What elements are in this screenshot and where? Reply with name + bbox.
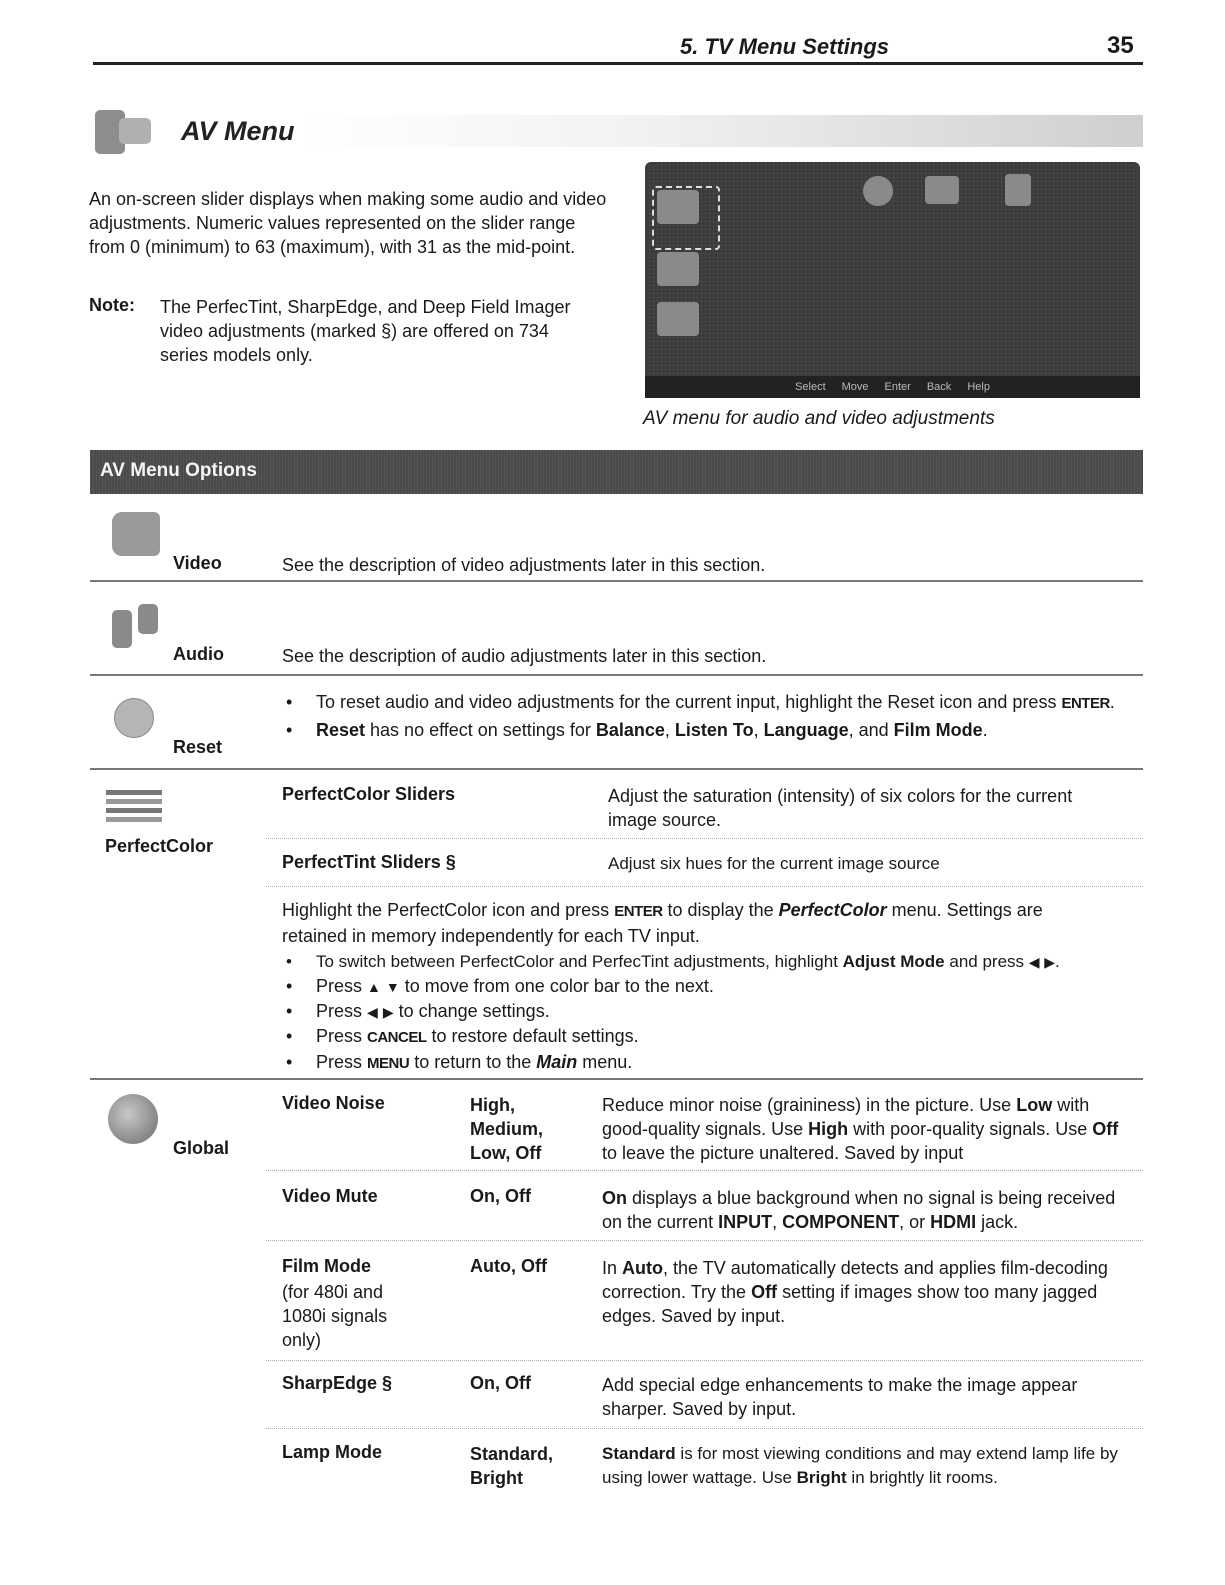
film-mode-options: Auto, Off	[470, 1256, 547, 1276]
lamp-mode-options: Standard, Bright	[470, 1444, 554, 1488]
select-hint: Select	[795, 381, 826, 393]
lamp-mode-desc: Standard is for most viewing conditions and may extend lamp life by using lower wattage. Use Bright in brightly lit rooms.	[602, 1444, 1118, 1487]
lamp-mode-name: Lamp Mode	[282, 1442, 383, 1462]
section-title: 5. TV Menu Settings	[680, 34, 890, 59]
video-noise-desc: Reduce minor noise (graininess) in the picture. Use Low with good-quality signals. Use High with poor-quality signals. Use Off to leave the picture unaltered. Saved by input	[602, 1095, 1119, 1163]
audio-desc: See the description of audio adjustments later in this section.	[282, 646, 767, 666]
audio-icon	[657, 252, 699, 286]
reset-label: Reset	[173, 737, 223, 757]
sharpedge-options: On, Off	[470, 1373, 531, 1393]
sharpedge-name: SharpEdge §	[282, 1373, 393, 1393]
list-item: • Press CANCEL to restore default settings.	[282, 1024, 1142, 1050]
global-icon	[925, 176, 959, 204]
title-band	[300, 115, 1143, 147]
move-hint: Move	[841, 381, 869, 393]
right-arrow-icon: ▶	[382, 1004, 394, 1020]
enter-hint: Enter	[884, 381, 911, 393]
left-arrow-icon: ◀	[1028, 954, 1040, 970]
help-hint: Help	[967, 381, 990, 393]
list-item: • Reset has no effect on settings for Balance, Listen To, Language, and Film Mode.	[282, 718, 1132, 742]
video-mute-desc: On displays a blue background when no signal is being received on the current INPUT, COMPONENT, or HDMI jack.	[602, 1188, 1116, 1232]
divider	[266, 1360, 1143, 1361]
video-mute-name: Video Mute	[282, 1186, 378, 1206]
list-item: • Press ◀ ▶ to change settings.	[282, 999, 1142, 1024]
options-title: AV Menu Options	[100, 460, 257, 481]
right-arrow-icon: ▶	[1044, 954, 1056, 970]
film-mode-name: Film Mode	[282, 1256, 371, 1276]
film-mode-note: (for 480i and 1080i signals only)	[282, 1282, 388, 1350]
video-label: Video	[173, 553, 222, 573]
sharpedge-desc: Add special edge enhancements to make the image appear sharper. Saved by input.	[602, 1375, 1078, 1419]
perfectcolor-bullets	[282, 950, 1142, 1076]
list-item: • To reset audio and video adjustments for the current input, highlight the Reset icon and press ENTER.	[282, 690, 1132, 716]
perfectcolor-instructions: Highlight the PerfectColor icon and press ENTER to display the PerfectColor menu. Settings are retained in memory independently for each TV input.	[282, 900, 1043, 946]
figure-caption: AV menu for audio and video adjustments	[643, 408, 995, 429]
divider	[90, 1078, 1143, 1080]
divider	[266, 886, 1143, 887]
back-hint: Back	[926, 381, 952, 393]
reset-icon	[863, 176, 893, 206]
intro-text: An on-screen slider displays when making some audio and video adjustments. Numeric values represented on the slider range from 0 (minimum) to 63 (maximum), with 31 as the mid-point.	[89, 189, 607, 257]
divider	[266, 838, 1143, 839]
list-item: • Press ▲ ▼ to move from one color bar to the next.	[282, 974, 1142, 999]
perfectcolor-icon	[106, 788, 166, 824]
audio-icon	[112, 604, 168, 650]
divider	[90, 580, 1143, 582]
reset-icon	[112, 696, 156, 740]
divider	[90, 768, 1143, 770]
perfecttint-sliders-desc: Adjust six hues for the current image source	[608, 854, 940, 873]
note-text: The PerfecTint, SharpEdge, and Deep Field Imager video adjustments (marked §) are offered on 734 series models only.	[160, 297, 571, 365]
header-rule	[93, 62, 1143, 65]
global-icon	[108, 1094, 160, 1146]
list-item: • To switch between PerfectColor and PerfecTint adjustments, highlight Adjust Mode and press ◀ ▶.	[282, 950, 1142, 974]
screen-help-bar	[645, 376, 1140, 398]
perfecttint-sliders-name: PerfectTint Sliders §	[282, 852, 456, 872]
left-arrow-icon: ◀	[367, 1004, 378, 1020]
film-mode-desc: In Auto, the TV automatically detects and applies film-decoding correction. Try the Off setting if images show too many jagged edges. Saved by input.	[602, 1258, 1108, 1326]
divider	[266, 1170, 1143, 1171]
audio-label: Audio	[173, 644, 224, 664]
shield-icon	[1005, 174, 1031, 206]
perfectcolor-icon	[657, 302, 699, 336]
video-noise-name: Video Noise	[282, 1093, 385, 1113]
reset-bullets	[282, 690, 1132, 742]
video-icon	[112, 512, 168, 558]
page-title: AV Menu	[181, 116, 295, 146]
up-arrow-icon: ▲	[367, 979, 381, 995]
av-menu-icon	[93, 108, 153, 158]
perfectcolor-sliders-name: PerfectColor Sliders	[282, 784, 456, 804]
list-item: • Press MENU to return to the Main menu.	[282, 1050, 1142, 1076]
video-noise-options: High, Medium, Low, Off	[470, 1095, 544, 1163]
perfectcolor-label: PerfectColor	[105, 836, 214, 856]
perfectcolor-sliders-desc: Adjust the saturation (intensity) of six colors for the current image source.	[608, 786, 1073, 830]
divider	[266, 1428, 1143, 1429]
divider	[90, 674, 1143, 676]
video-mute-options: On, Off	[470, 1186, 531, 1206]
divider	[266, 1240, 1143, 1241]
note-label: Note:	[89, 295, 135, 315]
video-desc: See the description of video adjustments later in this section.	[282, 555, 766, 575]
down-arrow-icon: ▼	[385, 979, 400, 995]
page-number: 35	[1107, 32, 1134, 59]
selected-item-frame	[652, 186, 720, 250]
global-label: Global	[173, 1138, 230, 1158]
